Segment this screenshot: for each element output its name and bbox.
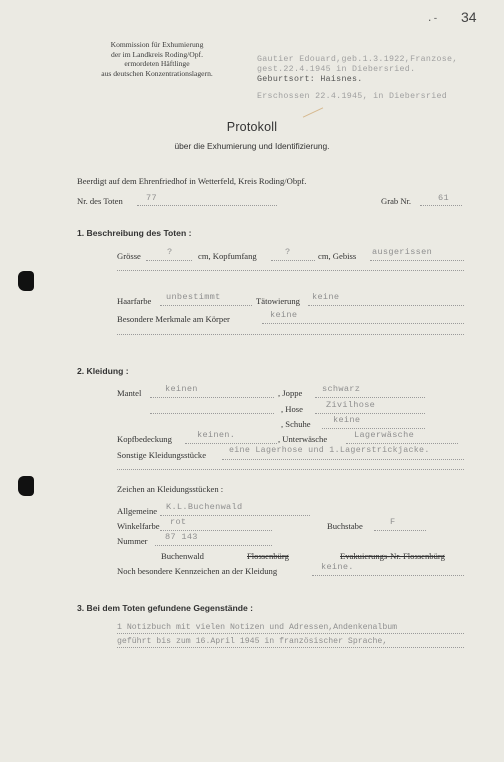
- more-marks-value: keine.: [321, 562, 354, 572]
- tattoo-label: Tätowierung: [256, 296, 300, 306]
- punch-hole-top: [18, 271, 34, 291]
- typed-shot-line: Erschossen 22.4.1945, in Diebersried: [257, 92, 448, 101]
- camp-buchenwald: Buchenwald: [161, 551, 204, 561]
- letter-label: Buchstabe: [327, 521, 363, 531]
- grave-number-label: Grab Nr.: [381, 196, 412, 206]
- angle-color-value: rot: [170, 517, 187, 527]
- coat-label: Mantel: [117, 388, 142, 398]
- other-clothing-label: Sonstige Kleidungsstücke: [117, 450, 207, 460]
- letter-value: F: [390, 517, 396, 527]
- hair-value: unbestimmt: [166, 292, 221, 302]
- teeth-label: cm, Gebiss: [318, 251, 357, 261]
- clothing-marks-heading: Zeichen an Kleidungsstücken :: [117, 484, 224, 494]
- page-mark: .-: [427, 14, 439, 24]
- underwear-label: , Unterwäsche: [278, 434, 328, 444]
- shoes-label: , Schuhe: [281, 419, 311, 429]
- items-found-line-1: 1 Notizbuch mit vielen Notizen und Adressen,Andenkenalbum: [117, 623, 398, 632]
- items-found-line-2: geführt bis zum 16.April 1945 in französischer Sprache,: [117, 637, 388, 646]
- grave-number-value: 61: [438, 193, 449, 203]
- body-marks-value: keine: [270, 310, 298, 320]
- jacket-label: , Joppe: [278, 388, 303, 398]
- section-1-heading: 1. Beschreibung des Toten :: [77, 228, 192, 238]
- pencil-mark: [303, 107, 323, 117]
- hair-label: Haarfarbe: [117, 296, 152, 306]
- typed-death-line: gest.22.4.1945 in Diebersried.: [257, 65, 416, 74]
- tattoo-value: keine: [312, 292, 340, 302]
- section-3-heading: 3. Bei dem Toten gefundene Gegenstände :: [77, 603, 254, 613]
- number-value: 87 143: [165, 532, 198, 542]
- coat-value: keinen: [165, 384, 198, 394]
- shoes-value: keine: [333, 415, 361, 425]
- header-line: ermordeten Häftlinge: [124, 59, 190, 68]
- header-line: der im Landkreis Roding/Opf.: [111, 49, 203, 59]
- head-circumference-value: ?: [285, 247, 291, 257]
- general-label: Allgemeine: [117, 506, 158, 516]
- body-marks-label: Besondere Merkmale am Körper: [117, 314, 230, 324]
- more-marks-label: Noch besondere Kennzeichen an der Kleidung: [117, 566, 278, 576]
- angle-color-label: Winkelfarbe: [117, 521, 160, 531]
- trousers-value: Zivilhose: [326, 400, 376, 410]
- header-line: aus deutschen Konzentrationslagern.: [101, 68, 213, 78]
- typed-birthplace-line: Geburtsort: Haisnes.: [257, 75, 363, 84]
- other-clothing-value: eine Lagerhose und 1.Lagerstrickjacke.: [229, 446, 430, 455]
- section-2-heading: 2. Kleidung :: [77, 366, 129, 376]
- burial-label: Beerdigt auf dem Ehrenfriedhof in Wetterfeld, Kreis Roding/Obpf.: [77, 176, 307, 186]
- underwear-value: Lagerwäsche: [354, 430, 415, 440]
- corpse-number-value: 77: [146, 193, 157, 203]
- headwear-label: Kopfbedeckung: [117, 434, 172, 444]
- number-label: Nummer: [117, 536, 148, 546]
- teeth-value: ausgerissen: [372, 247, 433, 257]
- commission-header: [77, 40, 237, 78]
- header-line: Kommission für Exhumierung: [110, 40, 204, 49]
- punch-hole-bottom: [18, 476, 34, 496]
- page-title: Protokoll: [226, 120, 278, 134]
- page-number: 34: [461, 9, 477, 25]
- page-subtitle: über die Exhumierung und Identifizierung.: [174, 141, 330, 151]
- jacket-value: schwarz: [322, 384, 361, 394]
- general-value: K.L.Buchenwald: [166, 502, 243, 512]
- trousers-label: , Hose: [281, 404, 303, 414]
- evacuation-number-flossenbuerg: Evakuierungs-Nr. Flossenbürg: [340, 551, 445, 561]
- size-value: ?: [167, 247, 173, 257]
- head-circumference-label: cm, Kopfumfang: [198, 251, 257, 261]
- typed-name-line: Gautier Edouard,geb.1.3.1922,Franzose,: [257, 55, 458, 64]
- camp-flossenbuerg: Flossenbürg: [247, 551, 289, 561]
- corpse-number-label: Nr. des Toten: [77, 196, 123, 206]
- headwear-value: keinen.: [197, 430, 236, 440]
- size-label: Grösse: [117, 251, 141, 261]
